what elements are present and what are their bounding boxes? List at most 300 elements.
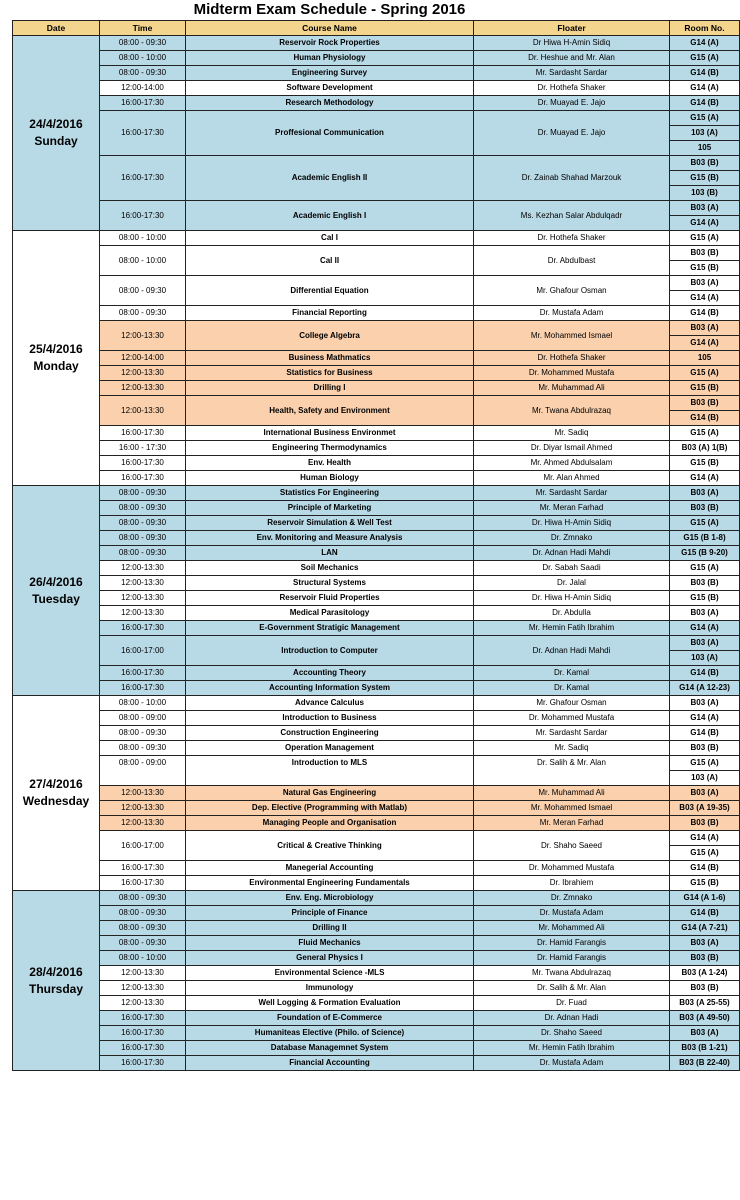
exam-course: Reservoir Rock Properties [186,36,474,51]
exam-course: Env. Monitoring and Measure Analysis [186,531,474,546]
exam-floater: Dr. Mohammed Mustafa [474,711,670,726]
exam-floater: Mr. Ghafour Osman [474,276,670,306]
exam-floater: Dr. Hamid Farangis [474,951,670,966]
exam-time: 08:00 - 09:30 [100,906,186,921]
day-weekday: Monday [33,359,79,373]
exam-floater: Dr. Muayad E. Jajo [474,111,670,156]
exam-room: G15 (A) [670,111,740,126]
exam-room: 103 (B) [670,186,740,201]
header-time: Time [100,21,186,36]
exam-course: Immunology [186,981,474,996]
exam-course: Cal II [186,246,474,276]
exam-course: Human Biology [186,471,474,486]
exam-room: B03 (B) [670,156,740,171]
table-row [13,516,740,531]
table-row [13,501,740,516]
exam-time: 12:00-13:30 [100,591,186,606]
day-cell [13,891,100,1071]
exam-room: B03 (A 1-24) [670,966,740,981]
exam-time: 16:00-17:30 [100,666,186,681]
table-row [13,201,740,216]
exam-room: G14 (B) [670,726,740,741]
exam-course: Introduction to MLS [186,756,474,786]
exam-room: G14 (A) [670,216,740,231]
exam-floater: Dr. Fuad [474,996,670,1011]
exam-floater: Dr Hiwa H-Amin Sidiq [474,36,670,51]
table-row [13,531,740,546]
schedule-body [13,36,740,1071]
exam-floater: Dr. Hothefa Shaker [474,81,670,96]
exam-room: G14 (B) [670,306,740,321]
table-row [13,966,740,981]
day-cell [13,696,100,891]
exam-time: 16:00-17:30 [100,456,186,471]
table-row [13,276,740,291]
exam-floater: Dr. Diyar Ismail Ahmed [474,441,670,456]
exam-course: Managing People and Organisation [186,816,474,831]
exam-room: G14 (A 12-23) [670,681,740,696]
exam-room: G14 (A) [670,36,740,51]
exam-course: Statistics For Engineering [186,486,474,501]
exam-course: International Business Environmet [186,426,474,441]
exam-room: B03 (B) [670,981,740,996]
exam-course: Software Development [186,81,474,96]
exam-time: 16:00-17:30 [100,1011,186,1026]
exam-room: B03 (B) [670,741,740,756]
exam-room: G14 (A) [670,336,740,351]
table-row [13,81,740,96]
exam-room: G14 (A 1-6) [670,891,740,906]
header-date: Date [13,21,100,36]
exam-course: Reservoir Simulation & Well Test [186,516,474,531]
day-date: 25/4/2016 [29,342,83,356]
exam-room: B03 (A 19-35) [670,801,740,816]
exam-course: LAN [186,546,474,561]
exam-floater: Dr. Abdulbast [474,246,670,276]
table-row [13,711,740,726]
exam-course: Academic English I [186,201,474,231]
exam-room: 105 [670,351,740,366]
day-weekday: Wednesday [22,794,90,808]
table-row [13,396,740,411]
exam-floater: Dr. Abdulla [474,606,670,621]
exam-time: 12:00-14:00 [100,351,186,366]
exam-floater: Dr. Zainab Shahad Marzouk [474,156,670,201]
exam-course: Env. Health [186,456,474,471]
table-row [13,906,740,921]
day-cell [13,36,100,231]
exam-floater: Mr. Sardasht Sardar [474,726,670,741]
table-row [13,381,740,396]
exam-room: 105 [670,141,740,156]
exam-course: Critical & Creative Thinking [186,831,474,861]
exam-floater: Dr. Mohammed Mustafa [474,366,670,381]
table-row [13,951,740,966]
exam-time: 08:00 - 10:00 [100,51,186,66]
exam-floater: Dr. Adnan Hadi Mahdi [474,636,670,666]
exam-room: B03 (B 1-21) [670,1041,740,1056]
table-row [13,876,740,891]
table-row [13,366,740,381]
header-floater: Floater [474,21,670,36]
exam-course: Introduction to Computer [186,636,474,666]
exam-room: 103 (A) [670,651,740,666]
exam-room: G14 (A) [670,81,740,96]
day-date: 26/4/2016 [29,574,83,589]
table-row [13,996,740,1011]
exam-floater: Dr. Hiwa H-Amin Sidiq [474,516,670,531]
exam-floater: Dr. Ibrahiem [474,876,670,891]
exam-course: Fluid Mechanics [186,936,474,951]
table-row [13,1026,740,1041]
exam-course: Accounting Information System [186,681,474,696]
exam-time: 12:00-13:30 [100,561,186,576]
exam-room: B03 (B) [670,501,740,516]
exam-room: B03 (A) [670,936,740,951]
exam-time: 16:00-17:30 [100,876,186,891]
exam-course: Engineering Thermodynamics [186,441,474,456]
exam-time: 16:00-17:30 [100,681,186,696]
exam-floater: Dr. Heshue and Mr. Alan [474,51,670,66]
exam-time: 08:00 - 09:30 [100,546,186,561]
exam-time: 16:00-17:30 [100,201,186,231]
exam-time: 08:00 - 10:00 [100,951,186,966]
exam-course: College Algebra [186,321,474,351]
exam-time: 08:00 - 09:30 [100,501,186,516]
exam-time: 08:00 - 09:30 [100,891,186,906]
exam-floater: Mr. Sadiq [474,426,670,441]
exam-floater: Dr. Hothefa Shaker [474,231,670,246]
exam-time: 16:00-17:30 [100,426,186,441]
table-row [13,321,740,336]
exam-time: 08:00 - 10:00 [100,231,186,246]
exam-course: Human Physiology [186,51,474,66]
exam-time: 08:00 - 09:30 [100,306,186,321]
exam-time: 08:00 - 10:00 [100,696,186,711]
table-row [13,486,740,501]
exam-course: Principle of Finance [186,906,474,921]
exam-course: Research Methodology [186,96,474,111]
exam-room: G15 (A) [670,756,740,771]
table-row [13,621,740,636]
exam-floater: Mr. Muhammad Ali [474,381,670,396]
header-room-no: Room No. [670,21,740,36]
exam-floater: Mr. Twana Abdulrazaq [474,966,670,981]
exam-room: B03 (B) [670,576,740,591]
exam-time: 08:00 - 10:00 [100,246,186,276]
exam-floater: Dr. Shaho Saeed [474,1026,670,1041]
exam-floater: Dr. Zmnako [474,891,670,906]
exam-room: G15 (A) [670,516,740,531]
exam-time: 08:00 - 09:30 [100,36,186,51]
exam-course: Health, Safety and Environment [186,396,474,426]
exam-room: G15 (B) [670,456,740,471]
exam-time: 08:00 - 09:30 [100,921,186,936]
table-row [13,831,740,846]
table-row [13,606,740,621]
exam-floater: Dr. Kamal [474,666,670,681]
exam-time: 08:00 - 09:30 [100,486,186,501]
exam-time: 08:00 - 09:30 [100,531,186,546]
day-weekday: Sunday [34,134,78,148]
exam-course: Environmental Science -MLS [186,966,474,981]
exam-course: Env. Eng. Microbiology [186,891,474,906]
header-course-name: Course Name [186,21,474,36]
exam-time: 16:00-17:00 [100,636,186,666]
table-row [13,51,740,66]
exam-time: 16:00-17:30 [100,471,186,486]
table-row [13,471,740,486]
table-row [13,756,740,771]
exam-course: E-Government Stratigic Management [186,621,474,636]
exam-time: 08:00 - 09:30 [100,516,186,531]
header-row [13,21,740,36]
exam-room: B03 (B 22-40) [670,1056,740,1071]
exam-floater: Mr. Ghafour Osman [474,696,670,711]
exam-course: Academic English II [186,156,474,201]
exam-course: Well Logging & Formation Evaluation [186,996,474,1011]
exam-room: G15 (A) [670,231,740,246]
exam-course: Manegerial Accounting [186,861,474,876]
table-row [13,741,740,756]
exam-room: G14 (A) [670,621,740,636]
table-row [13,696,740,711]
exam-room: G15 (B 1-8) [670,531,740,546]
exam-floater: Mr. Mohammed Ismael [474,321,670,351]
exam-room: G15 (B 9-20) [670,546,740,561]
exam-room: G15 (A) [670,846,740,861]
exam-floater: Mr. Sardasht Sardar [474,486,670,501]
exam-room: 103 (A) [670,771,740,786]
exam-time: 12:00-13:30 [100,366,186,381]
exam-room: G14 (B) [670,666,740,681]
exam-floater: Dr. Mustafa Adam [474,306,670,321]
table-row [13,156,740,171]
table-row [13,1011,740,1026]
exam-time: 12:00-13:30 [100,381,186,396]
exam-floater: Mr. Sardasht Sardar [474,66,670,81]
exam-time: 16:00-17:30 [100,861,186,876]
exam-time: 12:00-13:30 [100,816,186,831]
table-row [13,576,740,591]
exam-floater: Dr. Salih & Mr. Alan [474,756,670,786]
exam-floater: Dr. Zmnako [474,531,670,546]
exam-room: B03 (A) [670,1026,740,1041]
exam-course: Drilling I [186,381,474,396]
exam-floater: Dr. Muayad E. Jajo [474,96,670,111]
exam-floater: Dr. Mustafa Adam [474,1056,670,1071]
exam-course: Structural Systems [186,576,474,591]
exam-floater: Mr. Sadiq [474,741,670,756]
day-date: 27/4/2016 [29,777,83,791]
exam-floater: Mr. Hemin Fatih Ibrahim [474,621,670,636]
exam-course: Dep. Elective (Programming with Matlab) [186,801,474,816]
exam-time: 12:00-13:30 [100,396,186,426]
exam-time: 16:00-17:30 [100,1026,186,1041]
table-row [13,921,740,936]
exam-room: G15 (A) [670,51,740,66]
exam-room: G14 (B) [670,66,740,81]
exam-floater: Dr. Shaho Saeed [474,831,670,861]
exam-floater: Dr. Salih & Mr. Alan [474,981,670,996]
exam-schedule-table [12,20,740,1071]
exam-time: 12:00-13:30 [100,606,186,621]
exam-course: Foundation of E-Commerce [186,1011,474,1026]
exam-time: 16:00-17:30 [100,1056,186,1071]
exam-floater: Dr. Hiwa H-Amin Sidiq [474,591,670,606]
exam-course: Natural Gas Engineering [186,786,474,801]
exam-floater: Dr. Hamid Farangis [474,936,670,951]
exam-floater: Mr. Twana Abdulrazaq [474,396,670,426]
exam-room: G15 (A) [670,561,740,576]
exam-room: 103 (A) [670,126,740,141]
table-row [13,936,740,951]
exam-time: 08:00 - 09:30 [100,936,186,951]
exam-time: 16:00 - 17:30 [100,441,186,456]
exam-room: G14 (A) [670,711,740,726]
exam-room: B03 (A 49-50) [670,1011,740,1026]
exam-time: 08:00 - 09:30 [100,276,186,306]
exam-floater: Dr. Mohammed Mustafa [474,861,670,876]
table-row [13,591,740,606]
exam-room: B03 (A) [670,606,740,621]
exam-floater: Mr. Mohammed Ismael [474,801,670,816]
exam-time: 16:00-17:30 [100,1041,186,1056]
table-row [13,231,740,246]
exam-course: Principle of Marketing [186,501,474,516]
exam-course: Engineering Survey [186,66,474,81]
table-row [13,1056,740,1071]
day-cell [13,486,100,696]
table-row [13,306,740,321]
exam-time: 16:00-17:30 [100,111,186,156]
exam-floater: Dr. Jalal [474,576,670,591]
exam-course: General Physics I [186,951,474,966]
exam-course: Introduction to Business [186,711,474,726]
exam-time: 16:00-17:30 [100,621,186,636]
exam-time: 08:00 - 09:30 [100,726,186,741]
exam-time: 12:00-13:30 [100,981,186,996]
table-row [13,546,740,561]
exam-room: G14 (B) [670,411,740,426]
exam-room: B03 (A) [670,486,740,501]
exam-room: G15 (B) [670,381,740,396]
exam-time: 12:00-13:30 [100,576,186,591]
exam-course: Environmental Engineering Fundamentals [186,876,474,891]
exam-time: 12:00-14:00 [100,81,186,96]
exam-room: B03 (B) [670,816,740,831]
exam-room: G14 (A 7-21) [670,921,740,936]
table-row [13,456,740,471]
exam-room: G14 (A) [670,291,740,306]
table-row [13,351,740,366]
day-cell [13,231,100,486]
exam-floater: Ms. Kezhan Salar Abdulqadr [474,201,670,231]
exam-time: 08:00 - 09:30 [100,66,186,81]
exam-course: Reservoir Fluid Properties [186,591,474,606]
day-weekday: Tuesday [32,591,80,606]
table-row [13,246,740,261]
table-row [13,111,740,126]
exam-room: B03 (A) 1(B) [670,441,740,456]
exam-course: Financial Reporting [186,306,474,321]
exam-room: B03 (A) [670,696,740,711]
table-row [13,66,740,81]
exam-course: Humaniteas Elective (Philo. of Science) [186,1026,474,1041]
table-row [13,666,740,681]
table-row [13,441,740,456]
exam-floater: Dr. Adnan Hadi Mahdi [474,546,670,561]
table-row [13,96,740,111]
exam-time: 08:00 - 09:30 [100,741,186,756]
exam-course: Construction Engineering [186,726,474,741]
exam-time: 12:00-13:30 [100,801,186,816]
table-row [13,786,740,801]
exam-course: Operation Management [186,741,474,756]
exam-room: G15 (B) [670,171,740,186]
exam-floater: Dr. Adnan Hadi [474,1011,670,1026]
exam-room: B03 (A) [670,786,740,801]
exam-course: Medical Parasitology [186,606,474,621]
exam-room: G15 (A) [670,426,740,441]
exam-floater: Mr. Mohammed Ali [474,921,670,936]
table-row [13,891,740,906]
exam-room: G14 (B) [670,906,740,921]
exam-room: G15 (A) [670,366,740,381]
exam-floater: Mr. Ahmed Abdulsalam [474,456,670,471]
exam-room: B03 (B) [670,951,740,966]
exam-room: G14 (A) [670,471,740,486]
table-row [13,726,740,741]
exam-time: 16:00-17:30 [100,96,186,111]
day-date: 28/4/2016 [29,964,83,979]
exam-course: Cal I [186,231,474,246]
exam-time: 12:00-13:30 [100,966,186,981]
day-date: 24/4/2016 [29,117,83,131]
exam-course: Soil Mechanics [186,561,474,576]
exam-time: 08:00 - 09:00 [100,756,186,786]
table-row [13,426,740,441]
day-weekday: Thursday [28,981,83,996]
exam-floater: Dr. Sabah Saadi [474,561,670,576]
exam-course: Accounting Theory [186,666,474,681]
exam-floater: Dr. Hothefa Shaker [474,351,670,366]
exam-course: Financial Accounting [186,1056,474,1071]
page-title: Midterm Exam Schedule - Spring 2016 [193,1,466,18]
exam-course: Differential Equation [186,276,474,306]
exam-floater: Mr. Hemin Fatih Ibrahim [474,1041,670,1056]
exam-course: Drilling II [186,921,474,936]
exam-room: B03 (B) [670,246,740,261]
exam-course: Advance Calculus [186,696,474,711]
exam-floater: Mr. Meran Farhad [474,816,670,831]
exam-time: 12:00-13:30 [100,786,186,801]
exam-course: Proffesional Communication [186,111,474,156]
table-row [13,801,740,816]
table-row [13,861,740,876]
exam-room: B03 (A) [670,321,740,336]
exam-time: 12:00-13:30 [100,321,186,351]
table-row [13,681,740,696]
exam-time: 08:00 - 09:00 [100,711,186,726]
exam-room: G14 (B) [670,861,740,876]
exam-course: Database Managemnet System [186,1041,474,1056]
exam-room: B03 (A) [670,276,740,291]
table-row [13,816,740,831]
exam-room: G15 (B) [670,261,740,276]
table-row [13,1041,740,1056]
exam-room: G15 (B) [670,591,740,606]
